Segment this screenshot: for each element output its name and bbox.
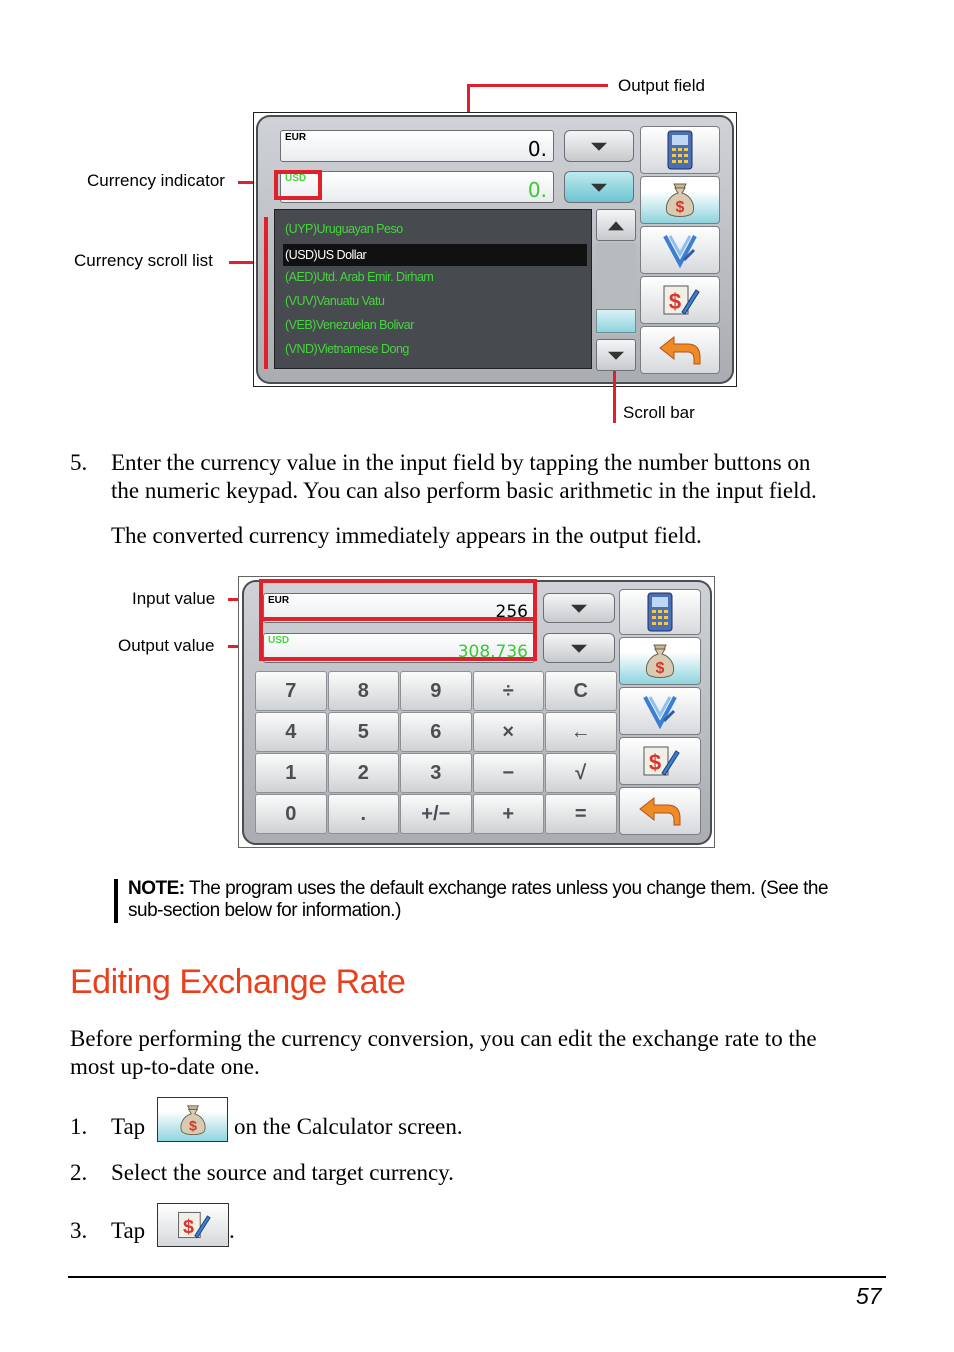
calculator-button[interactable] [640,126,720,174]
step-5-followup: The converted currency immediately appears in the output field. [111,523,702,548]
calculator-screenshot [238,576,715,848]
svg-text:$: $ [648,750,662,775]
svg-text:$: $ [675,199,685,216]
step-3-tap: Tap [111,1218,146,1243]
back-button[interactable] [619,787,701,835]
keypad-key[interactable]: 4 [255,712,327,752]
note-text-line-2: sub-section below for information.) [128,900,401,921]
step-3-text: . [229,1218,235,1243]
step-3-number: 3. [70,1218,88,1243]
keypad-key[interactable]: 7 [255,671,327,711]
keypad-key[interactable]: . [328,794,400,834]
converter-arrows-icon [640,691,680,731]
step-5-text-line-2: the numeric keypad. You can also perform basic arithmetic in the input field. [111,478,817,503]
keypad-key[interactable]: √ [545,753,617,793]
svg-text:$: $ [182,1216,195,1239]
keypad-key[interactable]: ÷ [473,671,545,711]
step-5-number: 5. [70,450,88,475]
callout-currency-scroll-list: Currency scroll list [74,251,213,270]
keypad-key[interactable]: 2 [328,753,400,793]
callout-output-field: Output field [618,76,705,95]
step-1-tap: Tap [111,1114,146,1139]
money-bag-icon [662,180,698,220]
input-value: 0. [527,137,547,161]
edit-rate-icon [640,741,680,781]
list-item[interactable]: (VND)Vietnamese Dong [285,342,409,356]
keypad-key[interactable]: 1 [255,753,327,793]
svg-text:$: $ [655,660,665,677]
money-bag-icon [177,1102,209,1138]
step-1-text: on the Calculator screen. [234,1114,463,1139]
list-item[interactable]: (UYP)Uruguayan Peso [285,222,403,236]
back-arrow-icon [638,794,682,828]
step-2-text: Select the source and target currency. [111,1160,454,1185]
back-arrow-icon [658,333,702,367]
scrollbar-thumb[interactable] [596,309,636,333]
keypad-key[interactable]: = [545,794,617,834]
edit-rate-icon [175,1207,211,1243]
chevron-down-icon [591,143,607,151]
keypad-key[interactable]: 3 [400,753,472,793]
step-5-text-line-1: Enter the currency value in the input field by tapping the number buttons on [111,450,811,475]
keypad-key[interactable]: 8 [328,671,400,711]
callout-output-value: Output value [118,636,215,655]
keypad-key[interactable]: 9 [400,671,472,711]
input-field[interactable] [280,130,554,162]
output-value-highlight [259,617,537,661]
svg-text:$: $ [668,289,682,314]
list-item-selected[interactable]: (USD)US Dollar [283,244,587,266]
output-currency-label: USD [268,635,290,646]
converter-arrows-icon [660,230,700,270]
exchange-rate-button[interactable] [640,176,720,224]
output-currency-dropdown-button[interactable] [564,171,634,203]
scroll-list-marker [264,217,268,369]
keypad-key[interactable]: 5 [328,712,400,752]
section-intro-line-1: Before performing the currency conversion, you can edit the exchange rate to the [70,1026,817,1051]
keypad-key[interactable]: + [473,794,545,834]
input-currency-dropdown-button[interactable] [564,130,634,162]
money-bag-icon [642,641,678,681]
step-1-number: 1. [70,1114,88,1139]
edit-rate-button[interactable] [640,276,720,324]
step-2-number: 2. [70,1160,88,1185]
list-item[interactable]: (VUV)Vanuatu Vatu [285,294,385,308]
converter-button[interactable] [619,687,701,735]
keypad-key[interactable]: 0 [255,794,327,834]
keypad-key[interactable]: ← [545,712,617,752]
currency-indicator-highlight [274,170,322,200]
input-value-highlight [259,579,537,621]
arrow-down-icon [608,352,624,360]
calculator-phone-icon [665,130,695,170]
exchange-rate-button-inline [157,1097,228,1142]
callout-currency-indicator: Currency indicator [87,171,225,190]
back-button[interactable] [640,326,720,374]
callout-line [613,371,616,423]
scroll-down-button[interactable] [596,339,636,371]
edit-rate-button-inline [157,1203,229,1247]
exchange-rate-button[interactable] [619,637,701,685]
list-item[interactable]: (AED)Utd. Arab Emir. Dirham [285,270,434,284]
chevron-down-icon [591,184,607,192]
scroll-up-button[interactable] [596,209,636,241]
currency-converter-screenshot [253,112,737,387]
output-value: 308.736 [457,642,528,662]
keypad-key[interactable]: × [473,712,545,752]
arrow-up-icon [608,221,624,230]
input-currency-label: EUR [285,132,307,143]
chevron-down-icon [571,645,587,653]
callout-line [468,84,608,87]
note-text-line-1: The program uses the default exchange rates unless you change them. (See the [184,878,829,899]
keypad-key[interactable]: +/− [400,794,472,834]
note [128,878,868,922]
callout-scroll-bar: Scroll bar [623,403,695,422]
page-number: 57 [856,1283,882,1309]
callout-input-value: Input value [132,589,216,608]
input-currency-dropdown-button[interactable] [543,593,615,623]
input-value: 256 [495,602,528,622]
svg-text:$: $ [188,1118,197,1135]
keypad-key[interactable]: − [473,753,545,793]
currency-scroll-list[interactable] [274,209,592,369]
footer-rule [68,1276,886,1278]
keypad-key[interactable]: C [545,671,617,711]
calculator-phone-icon [645,592,675,632]
input-currency-label: EUR [268,595,290,606]
calculator-button[interactable] [619,589,701,635]
chevron-down-icon [571,605,587,613]
converter-button[interactable] [640,226,720,274]
output-currency-dropdown-button[interactable] [543,633,615,663]
edit-rate-icon [660,280,700,320]
edit-rate-button[interactable] [619,737,701,785]
output-value: 0. [527,178,547,202]
section-heading: Editing Exchange Rate [70,963,406,1001]
list-item[interactable]: (VEB)Venezuelan Bolivar [285,318,414,332]
note-label: NOTE: [128,878,185,899]
note-bar [114,879,118,923]
section-intro-line-2: most up-to-date one. [70,1054,260,1079]
keypad-key[interactable]: 6 [400,712,472,752]
output-currency-label: USD [285,173,307,184]
